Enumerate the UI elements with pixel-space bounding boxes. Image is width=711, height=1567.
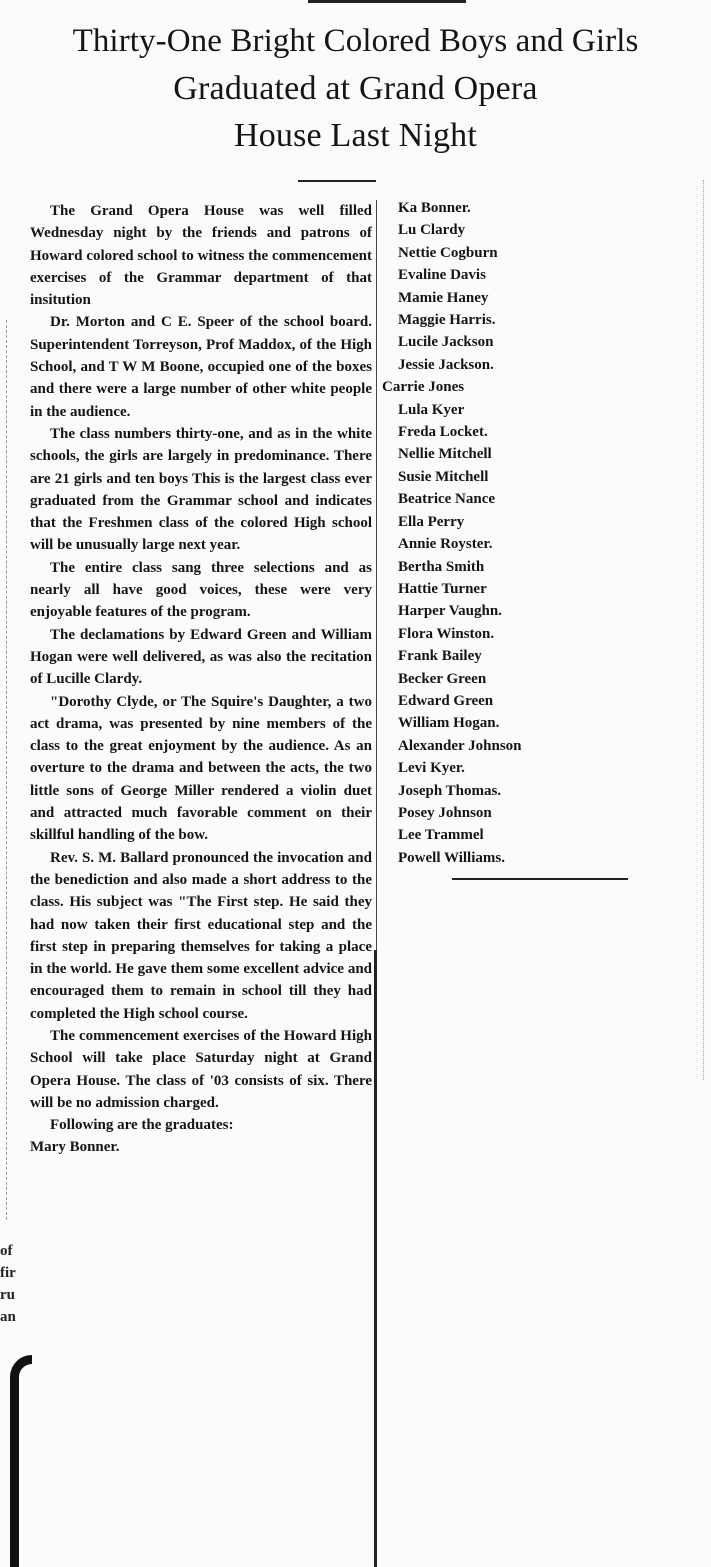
headline-line-1: Thirty-One Bright Colored Boys and Girls [72, 23, 639, 59]
graduate-name: Harper Vaughn. [398, 603, 502, 620]
graduate-name: Lee Trammel [398, 827, 484, 844]
graduate-name: Edward Green [398, 692, 494, 709]
margin-fragment [0, 1240, 16, 1328]
graduate-name: Powell Williams. [398, 849, 505, 866]
margin-fragment-line: fir [0, 1265, 16, 1281]
graduate-name: Beatrice Nance [398, 491, 496, 508]
headline-rule [298, 180, 376, 182]
graduate-name: Frank Bailey [398, 648, 482, 665]
headline [0, 18, 711, 159]
graduate-name: Becker Green [398, 670, 487, 687]
article-body [30, 200, 372, 1159]
headline-line-3: House Last Night [233, 117, 478, 154]
graduate-name: Nellie Mitchell [398, 446, 492, 463]
graduate-name: Lu Clardy [398, 222, 466, 239]
graduate-name: Bertha Smith [398, 558, 485, 575]
article-paragraph: "Dorothy Clyde, or The Squire's Daughter, a two act drama, was presented by nine members of the class to the great enjoyment by the audience. As an overture to the drama and between the acts, the two little sons of George Miller rendered a violin duet and attracted much favorable comment on their skillful handling of the bow. [30, 693, 372, 844]
graduate-name: Lucile Jackson [398, 334, 494, 351]
column-divider-thick [374, 950, 377, 1567]
graduate-name: Jessie Jackson. [398, 356, 494, 373]
margin-fragment-line: an [0, 1309, 16, 1325]
graduate-name: Flora Winston. [398, 625, 495, 642]
graduate-name: Alexander Johnson [398, 737, 522, 754]
graduate-name: Joseph Thomas. [398, 782, 502, 799]
article-paragraph: The entire class sang three selections and as nearly all have good voices, these were very enjoyable features of the program. [30, 559, 372, 621]
margin-bracket [10, 1355, 32, 1567]
graduate-name: Ka Bonner. [398, 200, 471, 216]
graduate-name: Susie Mitchell [398, 468, 489, 485]
graduate-name: Ella Perry [398, 513, 465, 530]
graduate-name: Maggie Harris. [398, 312, 496, 329]
graduate-name: Nettie Cogburn [398, 244, 498, 261]
graduate-name: Evaline Davis [398, 267, 486, 284]
graduate-name: Freda Locket. [398, 424, 488, 441]
article-paragraph: The Grand Opera House was well filled Wednesday night by the friends and patrons of Howard colored school to witness the commencement exercises of the Grammar department of that insitution [30, 203, 372, 309]
graduate-name: Annie Royster. [398, 536, 493, 553]
headline-line-2: Graduated at Grand Opera [173, 70, 538, 107]
article-paragraph: Rev. S. M. Ballard pronounced the invocation and the benediction and also made a short address to the class. His subject was "The First step. He said they had now taken their first educational step and the first step in preparing themselves for taking a place in the world. He gave them some excellent advice and encouraged them to remain in school till they had completed the High school course. [30, 849, 372, 1022]
graduate-name: Lula Kyer [398, 401, 465, 418]
graduate-name: William Hogan. [398, 715, 500, 732]
graduate-name: Mamie Haney [398, 289, 489, 306]
clipping-edge-right [703, 180, 707, 1080]
graduate-name: Carrie Jones [382, 379, 465, 396]
margin-fragment-line: ru [0, 1287, 15, 1303]
graduate-name: Hattie Turner [398, 580, 487, 597]
clipping-edge-left [6, 320, 11, 1220]
article-paragraph: Dr. Morton and C E. Speer of the school board. Superintendent Torreyson, Prof Maddox, of the High School, and T W M Boone, occupied one of the boxes and there were a large number of other white people in the audience. [30, 314, 372, 420]
graduates-list [382, 197, 622, 869]
graduate-name: Levi Kyer. [398, 760, 465, 777]
article-paragraph: Mary Bonner. [30, 1139, 120, 1156]
article-paragraph: The declamations by Edward Green and William Hogan were well delivered, as was also the recitation of Lucille Clardy. [30, 626, 372, 688]
article-paragraph: The class numbers thirty-one, and as in the white schools, the girls are largely in predominance. There are 21 girls and ten boys This is the largest class ever graduated from the Grammar school and indicates that the Freshmen class of the colored High school will be unusually large next year. [30, 425, 372, 554]
top-rule [308, 0, 466, 3]
article-paragraph: The commencement exercises of the Howard High School will take place Saturday night at Grand Opera House. The class of '03 consists of six. There will be no admission charged. [30, 1027, 372, 1111]
margin-fragment-line: of [0, 1243, 13, 1259]
article-paragraph: Following are the graduates: [50, 1117, 234, 1134]
graduates-end-rule [452, 878, 628, 880]
graduate-name: Posey Johnson [398, 804, 492, 821]
